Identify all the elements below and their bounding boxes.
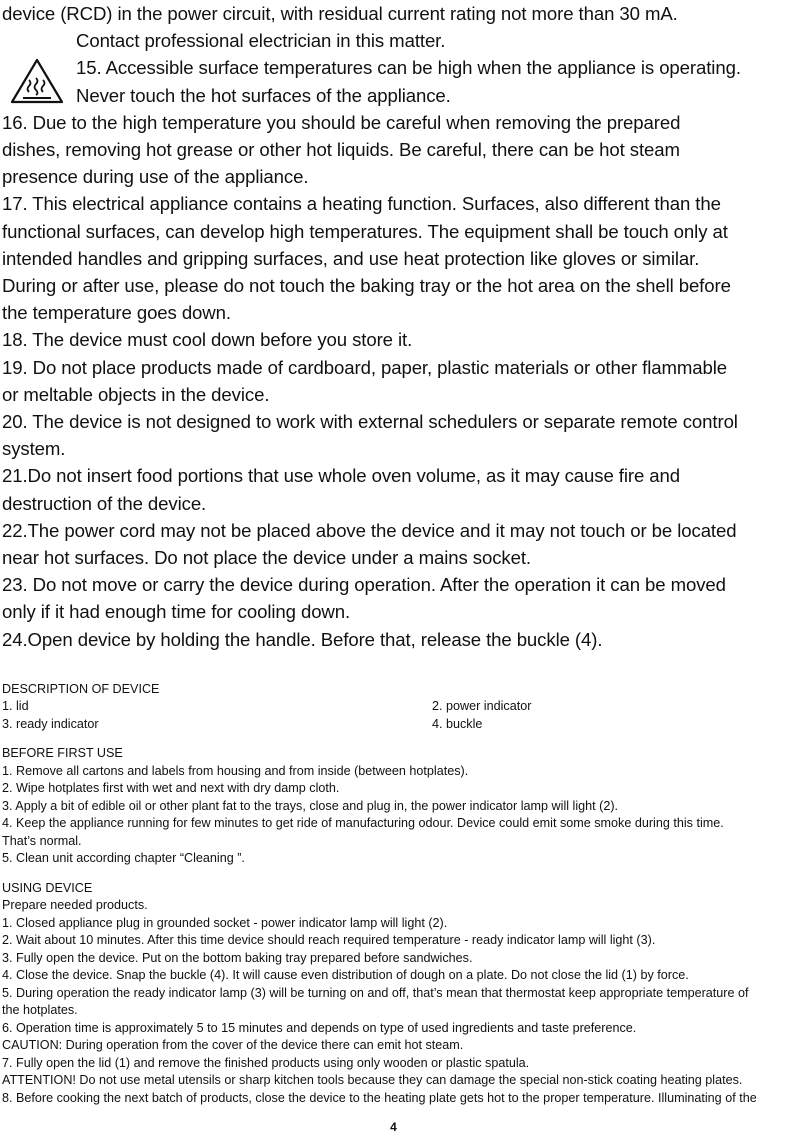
using-line: 4. Close the device. Snap the buckle (4). It will cause even distribution of dough on a plate. Do not close the lid (1) by force. — [2, 968, 689, 983]
rule-line: presence during use of the appliance. — [2, 166, 309, 188]
hot-surface-warning-icon — [10, 58, 64, 104]
intro-line-electrician: Contact professional electrician in this matter. — [76, 30, 446, 52]
first-use-line: That’s normal. — [2, 833, 82, 848]
rule-line: intended handles and gripping surfaces, and use heat protection like gloves or similar. — [2, 247, 700, 269]
using-line: CAUTION: During operation from the cover of the device there can emit hot steam. — [2, 1038, 464, 1053]
description-row — [2, 716, 787, 734]
rule-line: 16. Due to the high temperature you should be careful when removing the prepared — [2, 111, 681, 133]
before-first-use-heading: BEFORE FIRST USE — [2, 746, 123, 761]
rule-line: only if it had enough time for cooling down. — [2, 601, 351, 623]
using-line: ATTENTION! Do not use metal utensils or sharp kitchen tools because they can damage the special non-stick coating heating plates. — [2, 1073, 743, 1088]
rule-line: 21.Do not insert food portions that use whole oven volume, as it may cause fire and — [2, 465, 680, 487]
using-line: 5. During operation the ready indicator lamp (3) will be turning on and off, that’s mean that thermostat keep appropriate temperature of — [2, 985, 749, 1000]
manual-page — [2, 0, 787, 1107]
rule-line: the temperature goes down. — [2, 302, 231, 324]
first-use-line: 4. Keep the appliance running for few minutes to get ride of manufacturing odour. Device could emit some smoke during this time. — [2, 816, 724, 831]
first-use-line: 5. Clean unit according chapter “Cleaning ”. — [2, 851, 245, 866]
rule-line: or meltable objects in the device. — [2, 383, 270, 405]
rule-line: dishes, removing hot grease or other hot liquids. Be careful, there can be hot steam — [2, 139, 680, 161]
intro-line-never-touch: Never touch the hot surfaces of the appliance. — [76, 84, 451, 106]
rule-line: 18. The device must cool down before you store it. — [2, 329, 413, 351]
rule-line: system. — [2, 438, 66, 460]
description-item-ready-indicator: 3. ready indicator — [2, 716, 99, 731]
rule-line: 17. This electrical appliance contains a heating function. Surfaces, also different than the — [2, 193, 721, 215]
rule-line: functional surfaces, can develop high temperatures. The equipment shall be touch only at — [2, 220, 728, 242]
first-use-line: 2. Wipe hotplates first with wet and next with dry damp cloth. — [2, 781, 340, 796]
rule-line: 20. The device is not designed to work with external schedulers or separate remote control — [2, 411, 738, 433]
using-line: the hotplates. — [2, 1003, 78, 1018]
using-line: 8. Before cooking the next batch of products, close the device to the heating plate gets hot to the proper temperature. Illuminating of the — [2, 1090, 757, 1105]
before-first-use-section — [2, 745, 787, 868]
description-item-buckle: 4. buckle — [432, 716, 483, 731]
rule-line: 19. Do not place products made of cardboard, paper, plastic materials or other flammable — [2, 356, 728, 378]
rule-line: destruction of the device. — [2, 492, 207, 514]
hot-surface-warning — [2, 27, 787, 109]
page-number: 4 — [390, 1120, 397, 1134]
description-row — [2, 698, 787, 716]
using-line: Prepare needed products. — [2, 898, 148, 913]
intro-line-rcd: device (RCD) in the power circuit, with residual current rating not more than 30 mA. — [2, 3, 678, 24]
description-item-power-indicator: 2. power indicator — [432, 699, 532, 714]
first-use-line: 1. Remove all cartons and labels from housing and from inside (between hotplates). — [2, 763, 469, 778]
using-line: 1. Closed appliance plug in grounded socket - power indicator lamp will light (2). — [2, 915, 448, 930]
intro-line-rule-15: 15. Accessible surface temperatures can be high when the appliance is operating. — [76, 57, 741, 79]
rule-line: 24.Open device by holding the handle. Before that, release the buckle (4). — [2, 628, 603, 650]
description-section — [2, 681, 787, 734]
using-line: 7. Fully open the lid (1) and remove the finished products using only wooden or plastic spatula. — [2, 1055, 530, 1070]
rule-line: 23. Do not move or carry the device during operation. After the operation it can be moved — [2, 574, 726, 596]
rule-line: During or after use, please do not touch the baking tray or the hot area on the shell before — [2, 275, 731, 297]
using-device-section — [2, 880, 787, 1108]
safety-rules — [2, 109, 787, 653]
using-line: 3. Fully open the device. Put on the bottom baking tray prepared before sandwiches. — [2, 950, 473, 965]
using-line: 2. Wait about 10 minutes. After this time device should reach required temperature - ready indicator lamp will light (3). — [2, 933, 656, 948]
rule-line: 22.The power cord may not be placed above the device and it may not touch or be located — [2, 519, 737, 541]
using-line: 6. Operation time is approximately 5 to 15 minutes and depends on type of used ingredients and taste preference. — [2, 1020, 637, 1035]
rule-line: near hot surfaces. Do not place the device under a mains socket. — [2, 547, 531, 569]
description-item-lid: 1. lid — [2, 699, 29, 714]
first-use-line: 3. Apply a bit of edible oil or other plant fat to the trays, close and plug in, the power indicator lamp will light (2). — [2, 798, 619, 813]
using-device-heading: USING DEVICE — [2, 880, 93, 895]
description-heading: DESCRIPTION OF DEVICE — [2, 681, 160, 696]
